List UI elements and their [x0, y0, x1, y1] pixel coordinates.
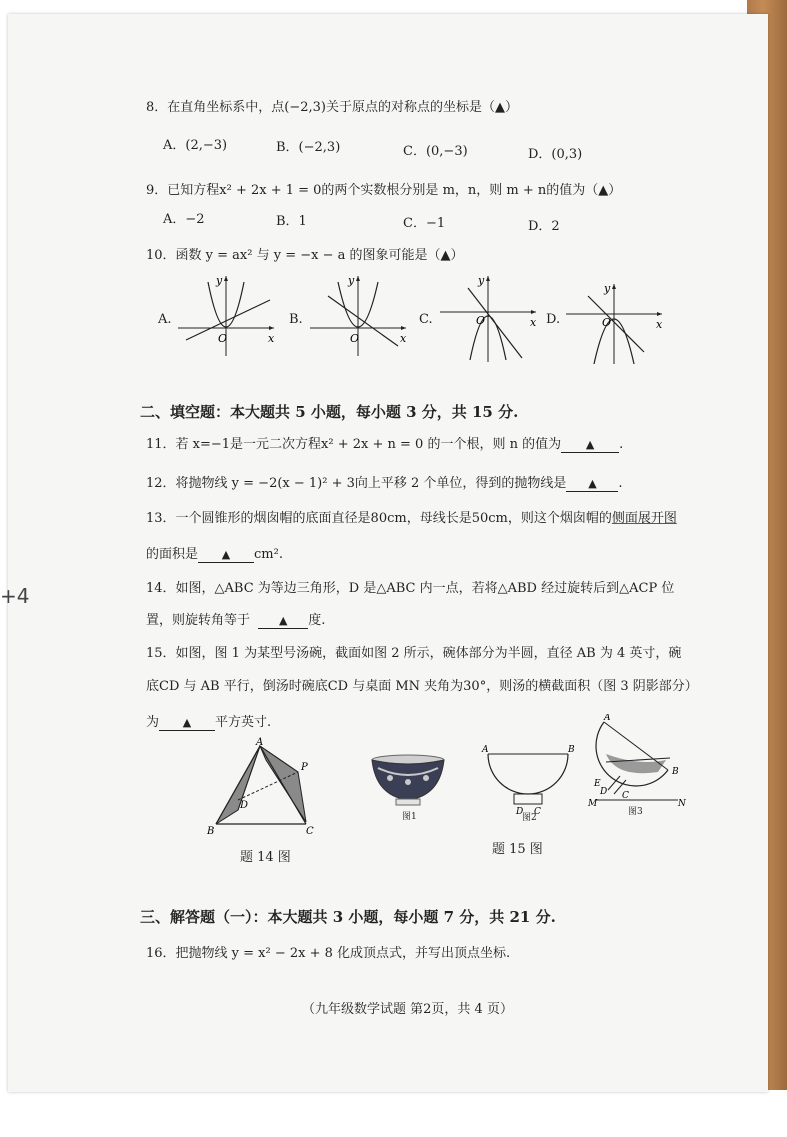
q14-line1: 14．如图，△ABC 为等边三角形，D 是△ABC 内一点，若将△ABD 经过旋转后到△ACP 位: [146, 581, 675, 596]
q9-option-c: C．−1: [403, 216, 446, 231]
q10-a-x-label: x: [268, 332, 275, 345]
q12-text: 12．将抛物线 y = −2(x − 1)² + 3向上平移 2 个单位，得到的抛物线是: [146, 476, 567, 491]
q10-c-y-label: y: [478, 274, 485, 287]
q15-line3: 为 ▲ 平方英寸.: [146, 715, 272, 730]
q11-text: 11．若 x=−1是一元二次方程x² + 2x + n = 0 的一个根，则 n 的值为: [146, 437, 562, 452]
q10-a-origin: O: [218, 332, 228, 345]
fig2-label-d: D: [516, 807, 524, 814]
q11-blank[interactable]: ▲: [561, 437, 619, 453]
fig3-label-c: C: [622, 791, 629, 801]
q13-line1: 13．一个圆锥形的烟囱帽的底面直径是80cm，母线长是50cm，则这个烟囱帽的侧面展开图: [146, 511, 677, 526]
q10-b-x-label: x: [400, 332, 407, 345]
fig15-fig3-caption: 图3: [628, 807, 643, 817]
fig3-label-m: M: [588, 799, 598, 809]
q8-option-b: B．(−2,3): [276, 140, 341, 155]
fig15-cross-section-fig2: [478, 740, 578, 814]
q13-blank[interactable]: ▲: [198, 547, 254, 563]
q10-c-origin: O: [476, 314, 486, 327]
handwritten-margin-note: +4: [0, 584, 30, 608]
fig14-label-c: C: [306, 826, 314, 836]
q10-label-a: A.: [158, 312, 172, 327]
q10-graph-a: [176, 272, 276, 356]
fig2-label-a: A: [482, 745, 489, 755]
section3-heading: 三、解答题（一）：本大题共 3 小题，每小题 7 分，共 21 分.: [140, 908, 556, 926]
q10-graph-c: [438, 272, 538, 362]
q8-option-c: C．(0,−3): [403, 144, 468, 159]
q10-stem: 10．函数 y = ax² 与 y = −x − a 的图象可能是（▲）: [146, 248, 464, 263]
q10-d-y-label: y: [604, 282, 611, 295]
fig3-label-d: D: [600, 787, 608, 797]
q15-line2: 底CD 与 AB 平行，倒汤时碗底CD 与桌面 MN 夹角为30°，则汤的横截面积（图 3 阴影部分）: [146, 679, 698, 694]
q16-stem: 16．把抛物线 y = x² − 2x + 8 化成顶点式，并写出顶点坐标.: [146, 946, 511, 961]
q10-a-y-label: y: [216, 274, 223, 287]
q14-blank[interactable]: ▲: [258, 613, 308, 629]
q10-d-x-label: x: [656, 318, 663, 331]
q10-b-origin: O: [350, 332, 360, 345]
q9-option-a: A．−2: [163, 212, 205, 227]
q12-blank[interactable]: ▲: [566, 476, 618, 492]
fig15-caption: 题 15 图: [492, 842, 543, 857]
q9-option-d: D．2: [528, 219, 560, 234]
q15-blank[interactable]: ▲: [159, 715, 215, 731]
fig3-label-a: A: [604, 714, 611, 723]
q10-graph-b: [308, 272, 408, 356]
page-footer: （九年级数学试题 第2页，共 4 页）: [302, 1002, 513, 1017]
q11: 11．若 x=−1是一元二次方程x² + 2x + n = 0 的一个根，则 n 的值为 ▲ .: [146, 437, 624, 452]
fig14-label-d: D: [240, 800, 249, 811]
fig15-fig2-caption: 图2: [522, 813, 537, 823]
q12: 12．将抛物线 y = −2(x − 1)² + 3向上平移 2 个单位，得到的抛物线是 ▲ .: [146, 476, 623, 491]
fig15-tilted-fig3: [586, 714, 686, 814]
fig15-fig1-caption: 图1: [402, 812, 417, 822]
fig2-label-b: B: [568, 745, 575, 755]
q8-option-d: D．(0,3): [528, 147, 583, 162]
fig3-label-n: N: [678, 799, 686, 809]
fig2-label-c: C: [534, 807, 541, 814]
fig14-label-b: B: [207, 826, 215, 836]
q13-handwritten-underline: 侧面展开图: [611, 511, 677, 526]
q10-label-c: C.: [419, 312, 433, 327]
q10-c-x-label: x: [530, 316, 537, 329]
q10-b-y-label: y: [348, 274, 355, 287]
q13-line2: 的面积是 ▲ cm².: [146, 547, 283, 562]
q10-label-b: B.: [289, 312, 303, 327]
fig14-label-p: P: [301, 762, 308, 773]
figure-14: [206, 736, 316, 836]
q9-stem: 9．已知方程x² + 2x + 1 = 0的两个实数根分别是 m，n，则 m + n的值为（▲）: [146, 183, 622, 198]
q15-line1: 15．如图，图 1 为某型号汤碗，截面如图 2 所示，碗体部分为半圆，直径 AB 为 4 英寸，碗: [146, 646, 682, 661]
q9-option-b: B．1: [276, 214, 307, 229]
fig14-caption: 题 14 图: [240, 850, 291, 865]
fig14-label-a: A: [256, 737, 264, 748]
exam-page: [8, 14, 768, 1092]
fig3-label-b: B: [672, 767, 679, 777]
q10-graph-d: [564, 280, 664, 364]
q10-label-d: D.: [546, 312, 561, 327]
q10-d-origin: O: [602, 316, 612, 329]
fig15-bowl-photo: [368, 752, 448, 808]
section2-heading: 二、填空题：本大题共 5 小题，每小题 3 分，共 15 分.: [140, 403, 519, 421]
q8-stem: 8．在直角坐标系中，点(−2,3)关于原点的对称点的坐标是（▲）: [146, 100, 518, 115]
q14-line2: 置，则旋转角等于 ▲ 度.: [146, 613, 326, 628]
fig3-label-e: E: [594, 779, 601, 789]
q8-option-a: A．(2,−3): [163, 138, 228, 153]
